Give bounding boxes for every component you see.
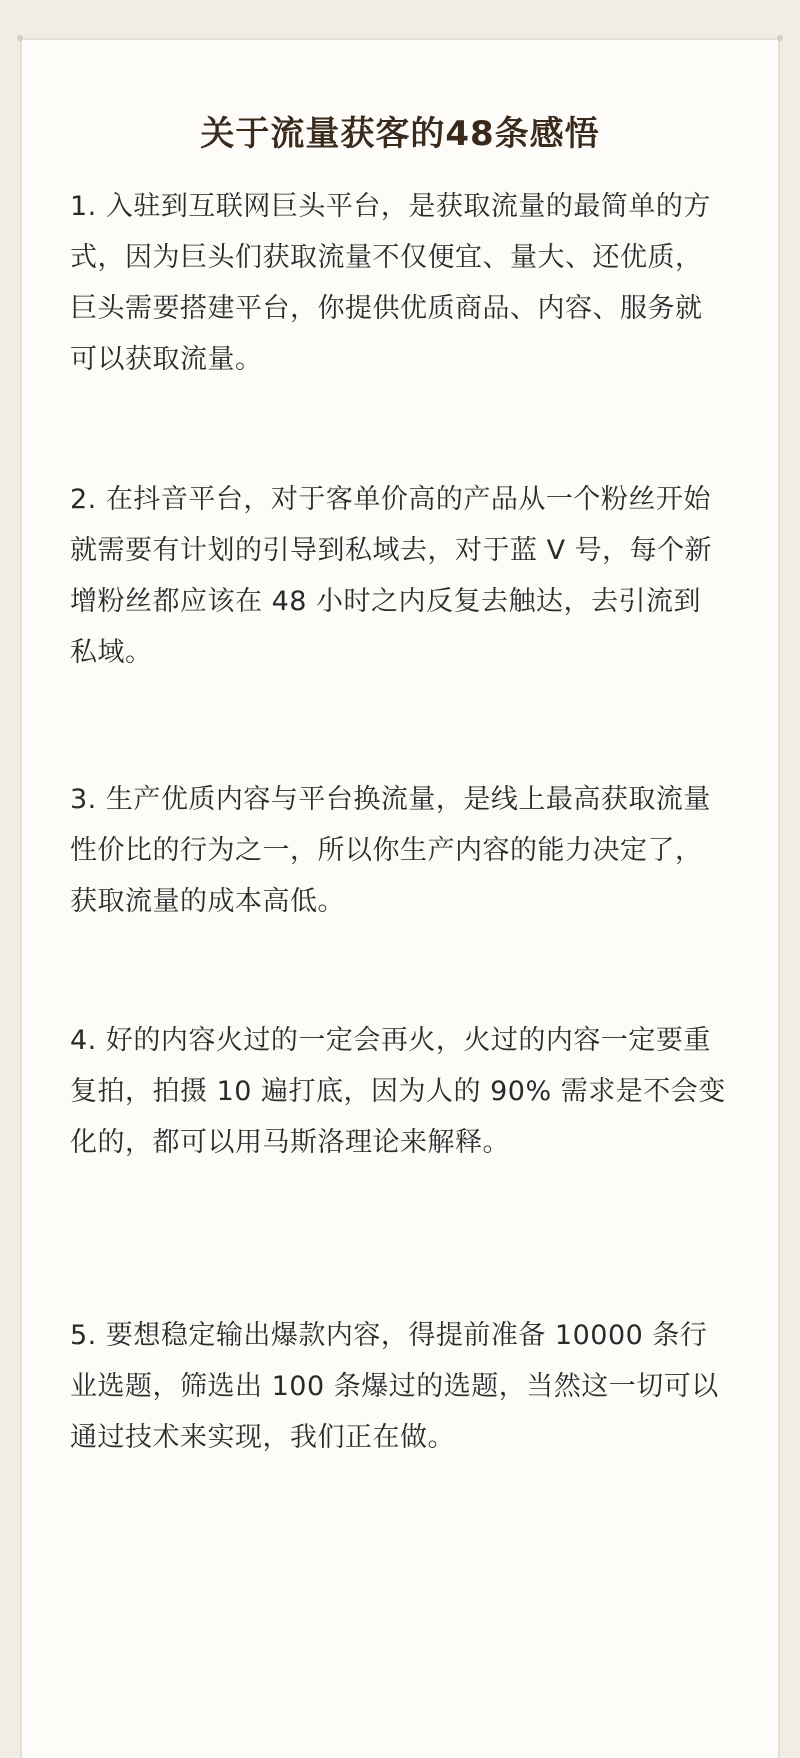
insight-item-1: 1. 入驻到互联网巨头平台，是获取流量的最简单的方式，因为巨头们获取流量不仅便宜、量大、还优质，巨头需要搭建平台，你提供优质商品、内容、服务就可以获取流量。 [70, 191, 711, 375]
article-title: 关于流量获客的48条感悟 [200, 114, 600, 154]
insight-item-5: 5. 要想稳定输出爆款内容，得提前准备 10000 条行业选题，筛选出 100 条爆过的选题，当然这一切可以通过技术来实现，我们正在做。 [70, 1320, 719, 1453]
corner-ornament-right [777, 35, 783, 41]
corner-ornament-left [17, 35, 23, 41]
insight-item-2: 2. 在抖音平台，对于客单价高的产品从一个粉丝开始就需要有计划的引导到私域去，对于蓝 V 号，每个新增粉丝都应该在 48 小时之内反复去触达，去引流到私域。 [70, 484, 713, 668]
insight-item-4: 4. 好的内容火过的一定会再火，火过的内容一定要重复拍，拍摄 10 遍打底，因为人的 90% 需求是不会变化的，都可以用马斯洛理论来解释。 [70, 1025, 726, 1158]
insight-item-3: 3. 生产优质内容与平台换流量，是线上最高获取流量性价比的行为之一，所以你生产内容的能力决定了，获取流量的成本高低。 [70, 784, 711, 917]
